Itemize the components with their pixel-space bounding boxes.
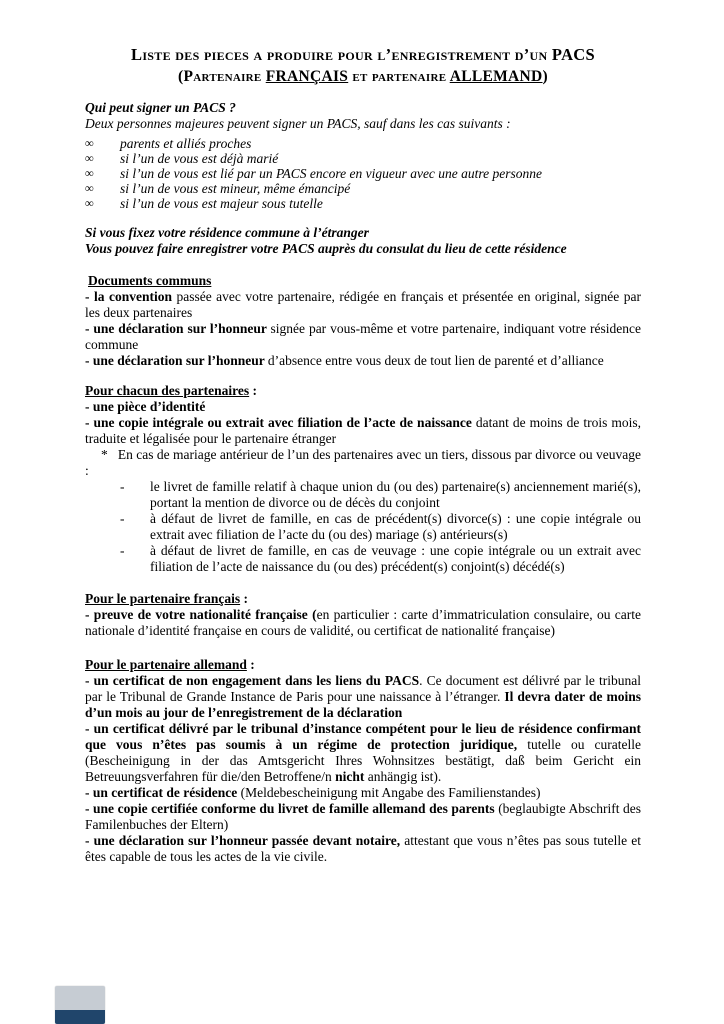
list-item-text [120,181,641,196]
text-run: si l’un de vous est lié par un PACS encore en vigueur avec une autre personne [120,166,543,181]
residence-abroad-line-1 [85,225,641,241]
mariage-anterieur-list [120,479,641,575]
exclusion-item [85,181,641,196]
question-who-can-sign [85,100,641,116]
text-run: ) [542,68,548,85]
dash-bullet: - [120,479,125,494]
list-item-text [150,511,641,543]
infinity-bullet-icon: ∞ [85,196,94,210]
dash-bullet: - [120,511,125,526]
text-run: Pour le partenaire français [85,591,241,606]
text-run: nicht [335,769,365,784]
text-run: passée avec votre partenaire, rédigée en français et présentée en original, signée par les deux partenaires [85,289,641,320]
text-run: si l’un de vous est majeur sous tutelle [120,196,323,211]
exclusion-item [85,196,641,211]
text-run: - un certificat délivré par le tribunal d’instance compétent pour le lieu de résidence confirmant que vous n’êtes pas soumis à un régime de protection juridique, [85,721,641,752]
infinity-bullet-icon: ∞ [85,166,94,180]
text-run: (Meldebescheinigung mit Angabe des Familienstandes) [240,785,541,800]
page-thumbnail-page-area [55,986,105,1010]
item-declaration-notaire [85,833,641,865]
text-run: Liste des pieces a produire pour l’enregistrement d’un PACS [131,45,595,64]
text-run: : [240,591,248,606]
text-run: si l’un de vous est mineur, même émancipé [120,181,351,196]
text-run: Vous pouvez faire enregistrer votre PACS auprès du consulat du lieu de cette résidence [85,241,567,256]
item-piece-identite [85,399,641,415]
text-run: le livret de famille relatif à chaque union du (ou des) partenaire(s) anciennement marié(s), portant la mention de divorce ou de décès du conjoint [150,479,641,510]
list-item-text [120,151,641,166]
exclusion-item [85,136,641,151]
intro-two-persons [85,116,641,132]
list-item-text [120,136,641,151]
text-run: : [249,383,258,398]
text-run: anhängig ist). [364,769,442,784]
text-run: si l’un de vous est déjà marié [120,151,279,166]
text-run: * En cas de mariage antérieur de l’un des partenaires avec un tiers, dissous par divorce ou veuvage : [85,447,641,478]
mariage-anterieur-item [120,479,641,511]
document-blocks [85,44,641,865]
note-mariage-anterieur [85,447,641,479]
list-item-text [120,166,641,181]
list-item-text [150,479,641,511]
text-run: parents et alliés proches [120,136,252,151]
list-item-text [120,196,641,211]
doc-title-line-2 [85,66,641,88]
text-run: - un certificat de résidence [85,785,241,800]
text-run: - un certificat de non engagement dans les liens du PACS [85,673,420,688]
exclusion-item [85,151,641,166]
item-copie-integrale [85,415,641,447]
heading-partenaire-francais [85,591,641,607]
text-run: Il devra dater de moins d’un mois au jour de l’enregistrement de la déclaration [85,689,641,720]
infinity-bullet-icon: ∞ [85,181,94,195]
item-declaration-honneur-residence [85,321,641,353]
item-certificat-tribunal-instance [85,721,641,785]
heading-partenaire-allemand [85,657,641,673]
item-preuve-nationalite [85,607,641,639]
text-run: - une copie intégrale ou extrait avec filiation de l’acte de naissance [85,415,476,430]
text-run: FRANÇAIS [265,68,349,85]
text-run: Deux personnes majeures peuvent signer un PACS, sauf dans les cas suivants : [85,116,511,131]
dash-bullet: - [120,543,125,558]
text-run: à défaut de livret de famille, en cas de veuvage : une copie intégrale ou un extrait avec filiation de l’acte de naissance du (ou des) précédent(s) conjoint(s) décédé(s) [150,543,641,574]
mariage-anterieur-item [120,543,641,575]
text-run: Documents communs [88,273,212,288]
infinity-bullet-icon: ∞ [85,151,94,165]
text-run: - une déclaration sur l’honneur [85,353,268,368]
page-thumbnail-footer-band [55,1010,105,1024]
text-run: - une pièce d’identité [85,399,206,414]
text-run: Pour le partenaire allemand [85,657,247,672]
residence-abroad-line-2 [85,241,641,257]
text-run: . Ce document est délivré par le tribunal par le Tribunal de Grande Instance de Paris pour une naissance à l’étranger. [85,673,641,704]
item-certificat-non-engagement [85,673,641,721]
text-run: - la convention [85,289,177,304]
text-run: Si vous fixez votre résidence commune à l’étranger [85,225,369,240]
text-run: - une déclaration sur l’honneur passée devant notaire, [85,833,405,848]
text-run: à défaut de livret de famille, en cas de précédent(s) divorce(s) : une copie intégrale ou extrait avec filiation de l’acte du (ou des) mariage (s) antérieurs(s) [150,511,641,542]
text-run: (beglaubigte Abschrift des Familenbuches der Eltern) [85,801,641,832]
item-copie-livret-famille [85,801,641,833]
text-run: Pour chacun des partenaires [85,383,250,398]
text-run: - une copie certifiée conforme du livret de famille allemand des parents [85,801,499,816]
list-item-text [150,543,641,575]
text-run: Qui peut signer un PACS ? [85,100,236,115]
page-thumbnail[interactable] [55,986,105,1024]
heading-documents-communs [85,273,641,289]
exclusion-list [85,136,641,211]
text-run: - preuve de votre nationalité française ( [85,607,317,622]
text-run: - une déclaration sur l’honneur [85,321,271,336]
text-run: (Partenaire [177,68,266,85]
infinity-bullet-icon: ∞ [85,136,94,150]
text-run: en particulier : carte d’immatriculation consulaire, ou carte nationale d’identité française en cours de validité, ou certificat de nationalité française) [85,607,641,638]
text-run: : [246,657,255,672]
mariage-anterieur-item [120,511,641,543]
exclusion-item [85,166,641,181]
text-run: ALLEMAND [449,68,543,85]
heading-pour-chacun [85,383,641,399]
text-run: signée par vous-même et votre partenaire, indiquant votre résidence commune [85,321,641,352]
item-convention [85,289,641,321]
doc-title-line-1 [85,44,641,66]
item-declaration-honneur-absence [85,353,641,369]
text-run: d’absence entre vous deux de tout lien de parenté et d’alliance [267,353,604,368]
item-certificat-residence [85,785,641,801]
text-run: attestant que vous n’êtes pas sous tutelle et êtes capable de tous les actes de la vie civile. [85,833,641,864]
text-run: tutelle ou curatelle (Bescheinigung in der das Amtsgericht Ihres Wohnsitzes bestätigt, daß beim Gericht ein Betreuungsverfahren für die/den Betroffene/n [85,737,641,784]
text-run: datant de moins de trois mois, traduite et légalisée pour le partenaire étranger [85,415,641,446]
text-run: et partenaire [348,68,450,85]
